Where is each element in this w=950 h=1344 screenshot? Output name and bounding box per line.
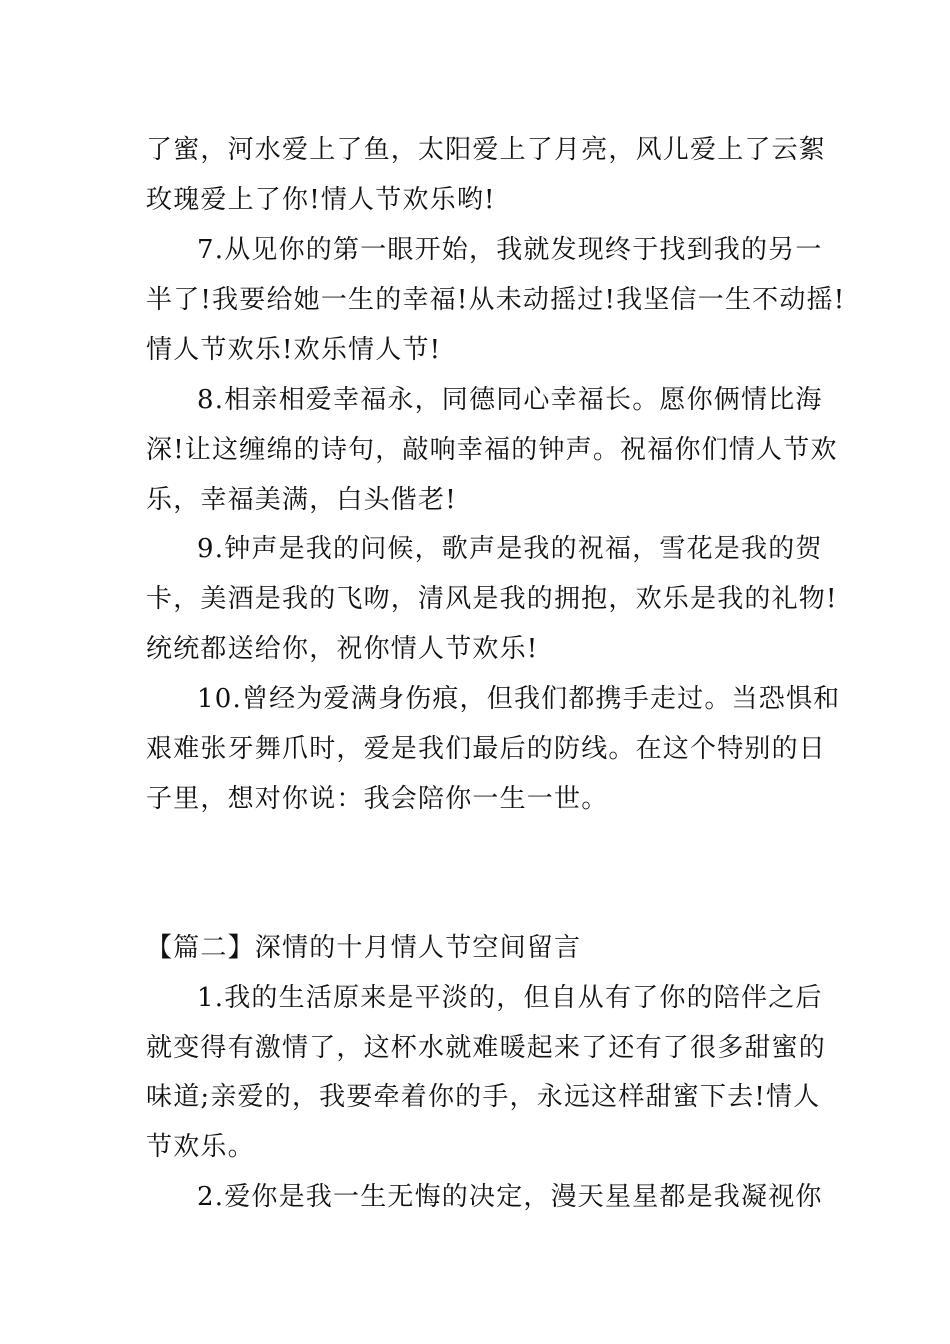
text-line: 统统都送给你，祝你情人节欢乐! [146,634,539,664]
text-line: 节欢乐。 [146,1132,255,1162]
text-line: 乐，幸福美满，白头偕老! [146,485,457,515]
text-line: 艰难张牙舞爪时，爱是我们最后的防线。在这个特别的日 [146,734,827,764]
list-item-10: 10.曾经为爱满身伤痕，但我们都携手走过。当恐惧和 [197,684,841,714]
text-line: 情人节欢乐!欢乐情人节! [146,335,442,365]
text-line: 了蜜，河水爱上了鱼，太阳爱上了月亮，风儿爱上了云絮 [146,135,827,165]
list-item-1: 1.我的生活原来是平淡的，但自从有了你的陪伴之后 [197,983,823,1013]
list-item-8: 8.相亲相爱幸福永，同德同心幸福长。愿你俩情比海 [197,385,823,415]
text-line: 就变得有激情了，这杯水就难暖起来了还有了很多甜蜜的 [146,1033,827,1063]
list-item-7: 7.从见你的第一眼开始，我就发现终于找到我的另一 [197,235,823,265]
text-line: 子里，想对你说：我会陪你一生一世。 [146,784,609,814]
section-heading: 【篇二】深情的十月情人节空间留言 [146,933,582,963]
text-line: 卡，美酒是我的飞吻，清风是我的拥抱，欢乐是我的礼物! [146,584,838,614]
list-item-2: 2.爱你是我一生无悔的决定，漫天星星都是我凝视你 [197,1182,823,1212]
text-line: 半了!我要给她一生的幸福!从未动摇过!我坚信一生不动摇! [146,285,846,315]
text-line: 味道;亲爱的，我要牵着你的手，永远这样甜蜜下去!情人 [146,1082,821,1112]
text-line: 玫瑰爱上了你!情人节欢乐哟! [146,185,496,215]
list-item-9: 9.钟声是我的问候，歌声是我的祝福，雪花是我的贺 [197,534,823,564]
text-line: 深!让这缠绵的诗句，敲响幸福的钟声。祝福你们情人节欢 [146,435,838,465]
